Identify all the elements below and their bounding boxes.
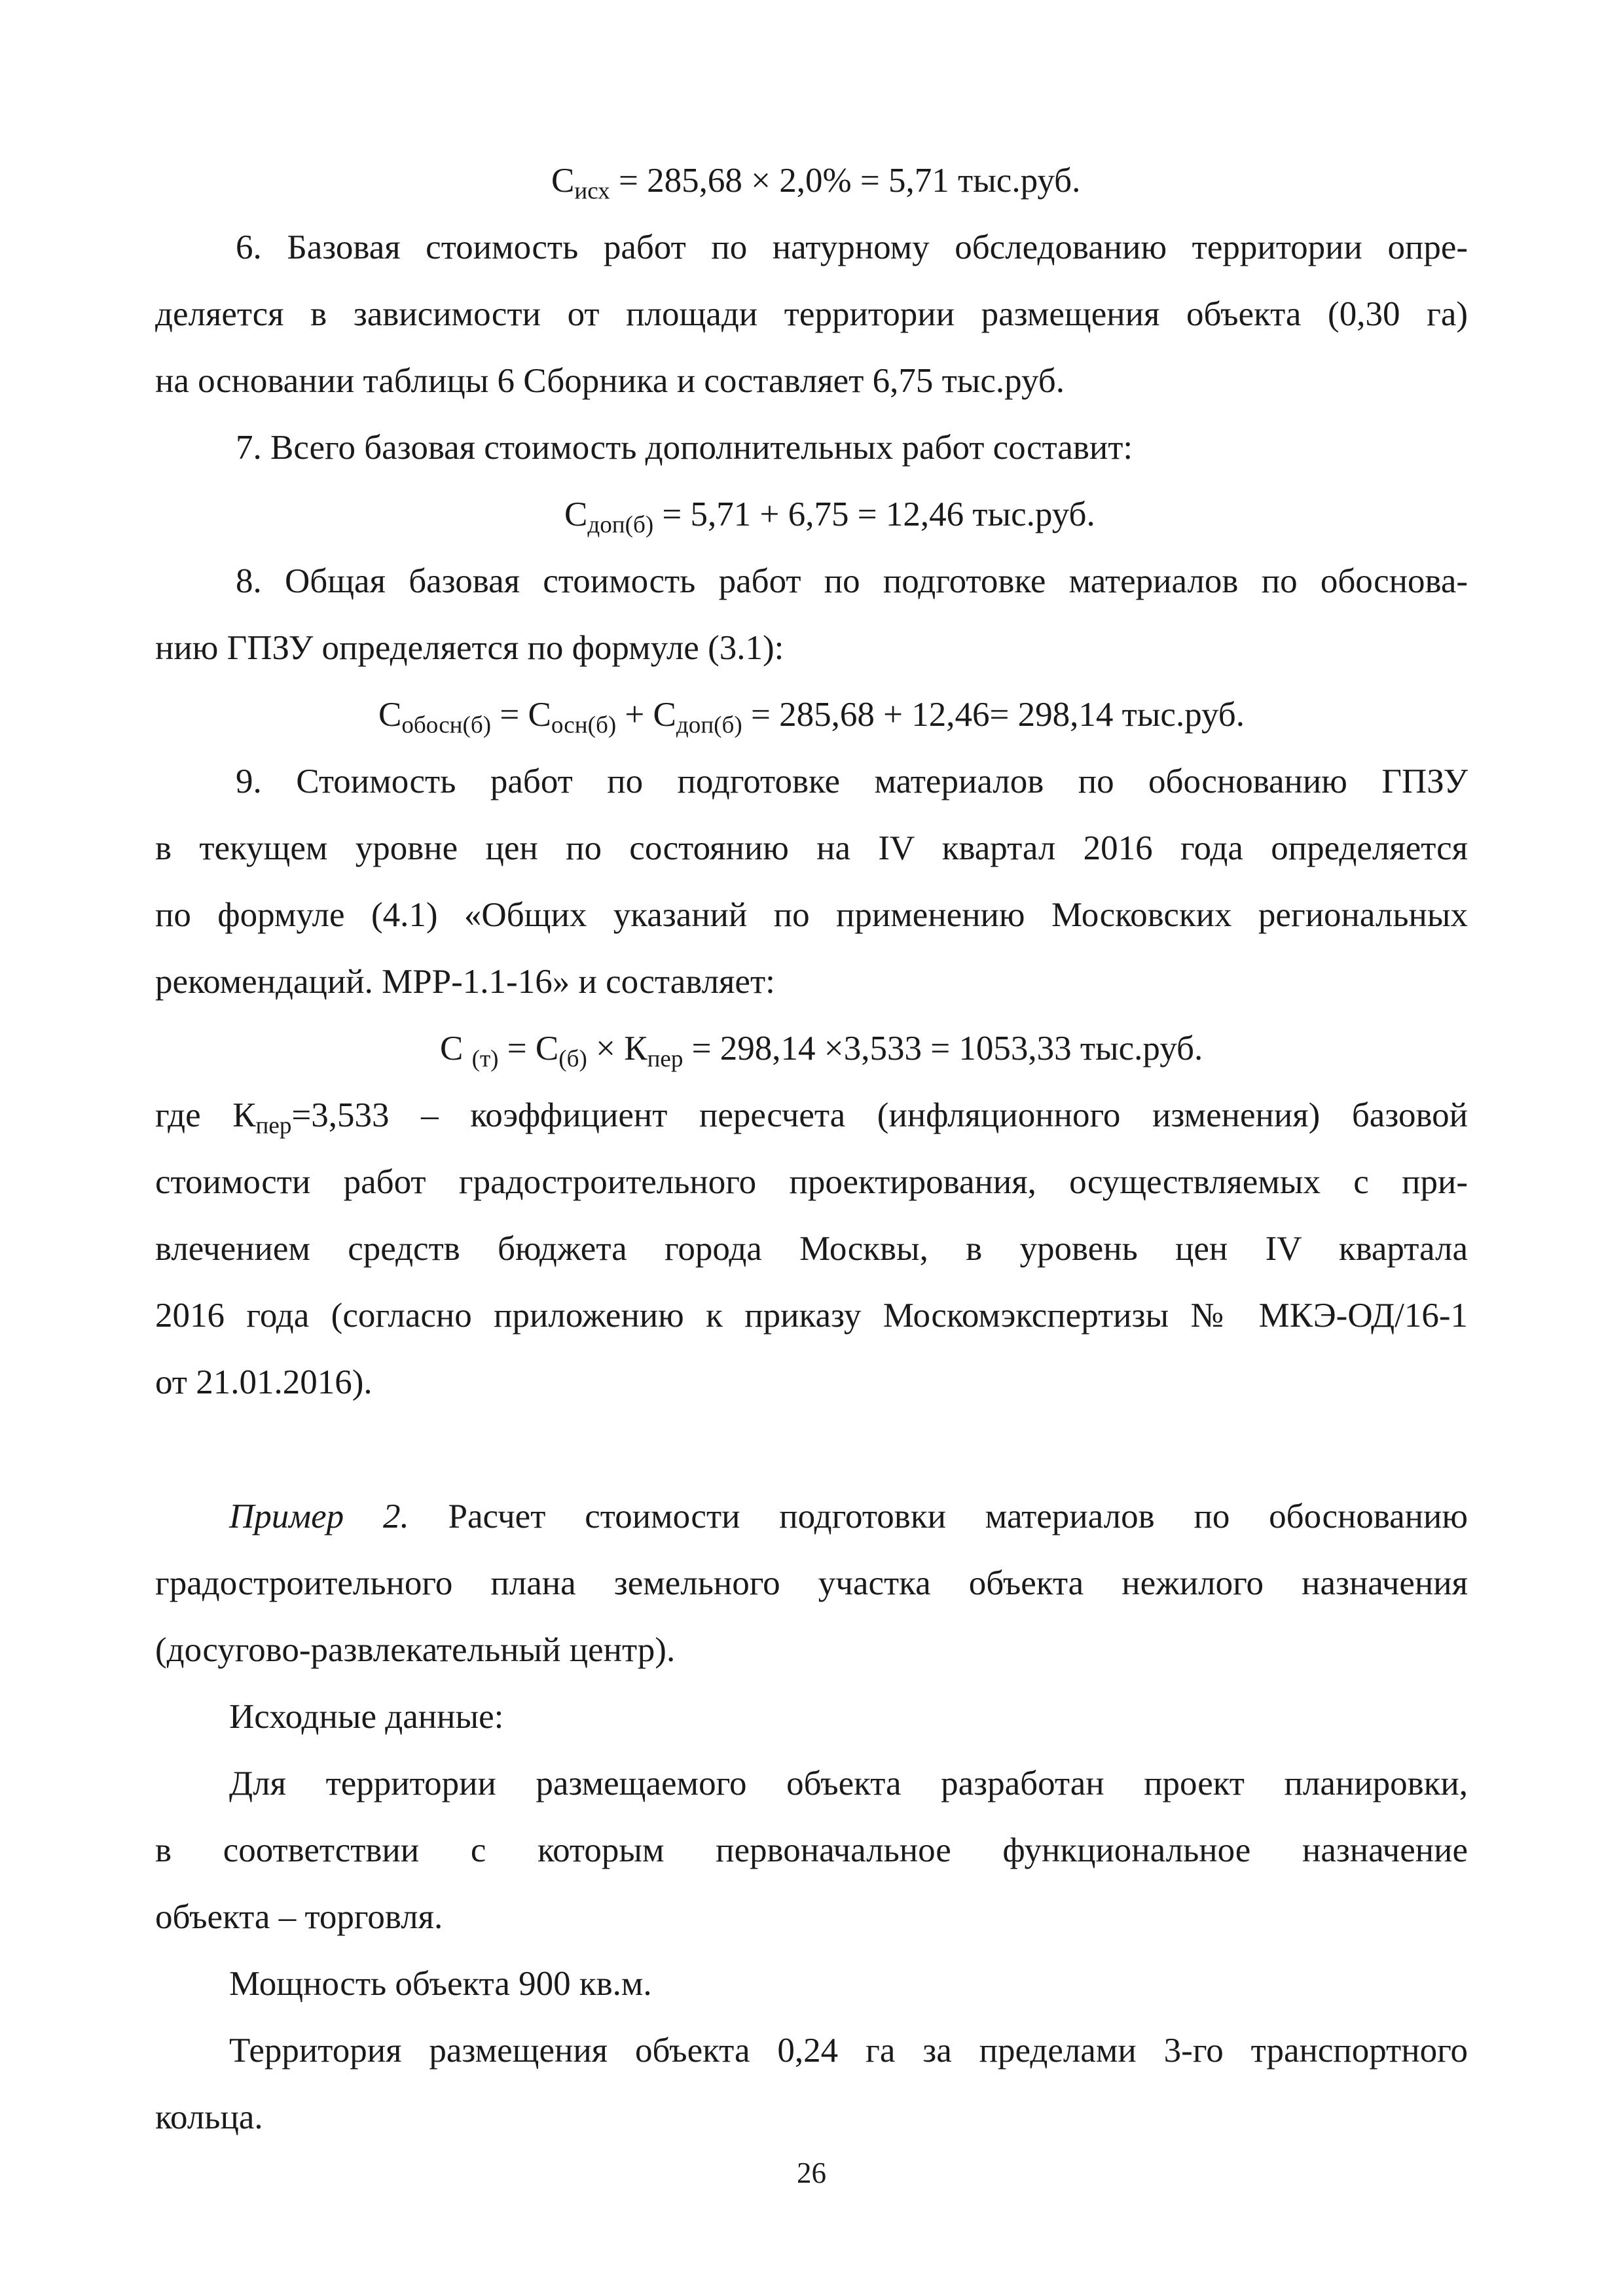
- formula-subscript: доп(б): [587, 511, 654, 539]
- formula-symbol: С: [440, 1030, 472, 1067]
- formula-expression: = 5,71 + 6,75 = 12,46 тыс.руб.: [653, 495, 1095, 533]
- source-data-heading: Исходные данные:: [229, 1698, 504, 1736]
- formula-expression: = 285,68 × 2,0% = 5,71 тыс.руб.: [610, 162, 1081, 200]
- paragraph-8-line-1: 8. Общая базовая стоимость работ по подготовке материалов по обоснова-: [236, 562, 1468, 600]
- where-line-2: стоимости работ градостроительного проектирования, осуществляемых с при-: [155, 1163, 1468, 1201]
- capacity-line: Мощность объекта 900 кв.м.: [229, 1965, 652, 2003]
- paragraph-6-line-1: 6. Базовая стоимость работ по натурному обследованию территории опре-: [236, 228, 1468, 266]
- paragraph-7: 7. Всего базовая стоимость дополнительных работ составит:: [236, 429, 1133, 467]
- example-2-line-3: (досугово-развлекательный центр).: [155, 1631, 676, 1669]
- project-line-2: в соответствии с которым первоначальное функциональное назначение: [155, 1831, 1468, 1869]
- example-2-line-2: градостроительного плана земельного участка объекта нежилого назначения: [155, 1564, 1468, 1602]
- project-line-3: объекта – торговля.: [155, 1898, 443, 1936]
- paragraph-9-line-4: рекомендаций. МРР-1.1-16» и составляет:: [155, 963, 775, 1001]
- paragraph-8-line-2: нию ГПЗУ определяется по формуле (3.1):: [155, 629, 784, 667]
- formula-expression: = 298,14 ×3,533 = 1053,33 тыс.руб.: [683, 1030, 1203, 1067]
- formula-subscript: (б): [558, 1045, 587, 1073]
- territory-line-1: Территория размещения объекта 0,24 га за пределами 3-го транспортного: [229, 2032, 1468, 2070]
- paragraph-6-line-2: деляется в зависимости от площади территории размещения объекта (0,30 га): [155, 295, 1468, 333]
- formula-subscript: пер: [255, 1112, 292, 1139]
- example-2-line-1: [229, 1499, 1468, 1534]
- formula-symbol: С: [551, 162, 575, 200]
- formula-subscript: доп(б): [676, 711, 742, 739]
- formula-subscript: осн(б): [551, 711, 617, 739]
- formula-current-cost: [440, 1031, 1203, 1071]
- formula-subscript: (т): [471, 1045, 499, 1073]
- paragraph-9-line-2: в текущем уровне цен по состоянию на IV квартал 2016 года определяется: [155, 829, 1468, 867]
- formula-symbol: + С: [616, 696, 676, 734]
- formula-source-cost: [551, 164, 1080, 203]
- formula-symbol: = С: [498, 1030, 559, 1067]
- where-line-1: [155, 1098, 1468, 1138]
- where-prefix: где К: [155, 1096, 256, 1134]
- where-text: =3,533 – коэффициент пересчета (инфляционного изменения) базовой: [291, 1096, 1468, 1134]
- project-line-1: Для территории размещаемого объекта разработан проект планировки,: [229, 1765, 1468, 1803]
- formula-symbol: С: [378, 696, 402, 734]
- where-line-5: от 21.01.2016).: [155, 1363, 373, 1401]
- paragraph-9-line-1: 9. Стоимость работ по подготовке материалов по обоснованию ГПЗУ: [236, 762, 1468, 800]
- formula-justification-cost: [378, 698, 1245, 737]
- formula-subscript: обосн(б): [401, 711, 492, 739]
- formula-subscript: исх: [574, 177, 610, 205]
- formula-additional-cost: [564, 497, 1095, 537]
- formula-symbol: = С: [491, 696, 551, 734]
- where-line-4: 2016 года (согласно приложению к приказу Москомэкспертизы № МКЭ-ОД/16-1: [155, 1297, 1468, 1335]
- paragraph-9-line-3: по формуле (4.1) «Общих указаний по применению Московских региональных: [155, 896, 1468, 934]
- paragraph-6-line-3: на основании таблицы 6 Сборника и составляет 6,75 тыс.руб.: [155, 362, 1065, 400]
- formula-symbol: С: [564, 495, 588, 533]
- formula-expression: = 285,68 + 12,46= 298,14 тыс.руб.: [742, 696, 1245, 734]
- where-line-3: влечением средств бюджета города Москвы, в уровень цен IV квартала: [155, 1230, 1468, 1268]
- formula-symbol: × К: [587, 1030, 647, 1067]
- territory-line-2: кольца.: [155, 2098, 263, 2136]
- formula-subscript: пер: [647, 1045, 684, 1073]
- example-label: Пример 2.: [229, 1498, 409, 1535]
- page-number: 26: [797, 2157, 826, 2189]
- example-text: Расчет стоимости подготовки материалов по обоснованию: [409, 1498, 1468, 1535]
